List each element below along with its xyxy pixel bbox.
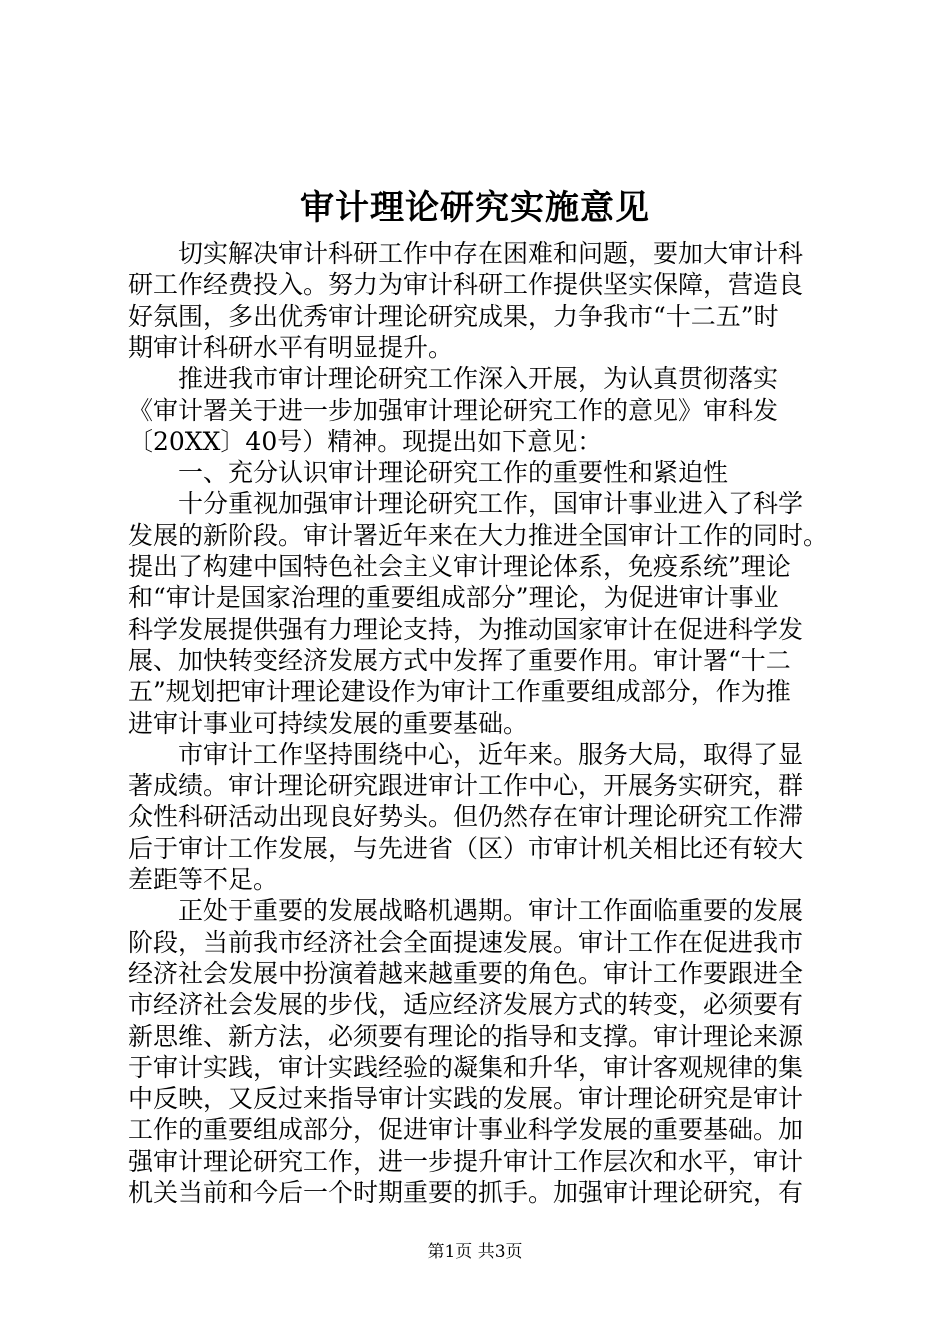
body-text-line: 经济社会发展中扮演着越来越重要的角色。审计工作要跟进全 bbox=[128, 958, 804, 988]
body-text-line: 展、加快转变经济发展方式中发挥了重要作用。审计署“十二 bbox=[128, 645, 791, 675]
body-text-line: 期审计科研水平有明显提升。 bbox=[128, 332, 454, 362]
page-footer: 第1页 共3页 bbox=[427, 1242, 523, 1262]
body-text-line: 市经济社会发展的步伐，适应经济发展方式的转变，必须要有 bbox=[128, 990, 804, 1020]
body-text-line: 后于审计工作发展，与先进省（区）市审计机关相比还有较大 bbox=[128, 833, 804, 863]
body-text-line: 机关当前和今后一个时期重要的抓手。加强审计理论研究，有 bbox=[128, 1178, 804, 1207]
body-text-line: 一、充分认识审计理论研究工作的重要性和紧迫性 bbox=[128, 458, 729, 488]
body-text-line: 众性科研活动出现良好势头。但仍然存在审计理论研究工作滞 bbox=[128, 802, 804, 832]
body-text-line: 进审计事业可持续发展的重要基础。 bbox=[128, 708, 529, 738]
body-text-line: 市审计工作坚持围绕中心，近年来。服务大局，取得了显 bbox=[128, 739, 804, 769]
body-text-line: 切实解决审计科研工作中存在困难和问题，要加大审计科 bbox=[128, 239, 804, 268]
body-text-line: 发展的新阶段。审计署近年来在大力推进全国审计工作的同时。 bbox=[128, 520, 829, 550]
body-text-line: 〔20XX〕40号）精神。现提出如下意见： bbox=[128, 426, 603, 456]
body-text-line: 好氛围，多出优秀审计理论研究成果，力争我市“十二五”时 bbox=[128, 301, 779, 331]
body-text-line: 阶段，当前我市经济社会全面提速发展。审计工作在促进我市 bbox=[128, 927, 804, 957]
body-text-line: 差距等不足。 bbox=[128, 865, 279, 894]
body-text-line: 于审计实践，审计实践经验的凝集和升华，审计客观规律的集 bbox=[128, 1052, 804, 1082]
body-text-line: 十分重视加强审计理论研究工作，国审计事业进入了科学 bbox=[128, 489, 804, 519]
body-text-line: 工作的重要组成部分，促进审计事业科学发展的重要基础。加 bbox=[128, 1115, 804, 1145]
body-text-line: 推进我市审计理论研究工作深入开展，为认真贯彻落实 bbox=[128, 364, 779, 394]
body-text-line: 强审计理论研究工作，进一步提升审计工作层次和水平，审计 bbox=[128, 1146, 804, 1176]
body-text-line: 正处于重要的发展战略机遇期。审计工作面临重要的发展 bbox=[128, 896, 804, 926]
body-text-line: 科学发展提供强有力理论支持，为推动国家审计在促进科学发 bbox=[128, 614, 804, 644]
body-text-line: 中反映，又反过来指导审计实践的发展。审计理论研究是审计 bbox=[128, 1084, 804, 1114]
body-text-line: 新思维、新方法，必须要有理论的指导和支撑。审计理论来源 bbox=[128, 1021, 804, 1051]
body-text-line: 研工作经费投入。努力为审计科研工作提供坚实保障，营造良 bbox=[128, 270, 804, 300]
document-title: 审计理论研究实施意见 bbox=[300, 188, 650, 228]
body-text-line: 和“审计是国家治理的重要组成部分”理论，为促进审计事业 bbox=[128, 583, 779, 613]
body-text-line: 提出了构建中国特色社会主义审计理论体系，免疫系统”理论 bbox=[128, 552, 791, 581]
body-text-line: 著成绩。审计理论研究跟进审计工作中心，开展务实研究，群 bbox=[128, 771, 804, 801]
body-text-line: 五”规划把审计理论建设作为审计工作重要组成部分，作为推 bbox=[128, 677, 791, 707]
body-text-line: 《审计署关于进一步加强审计理论研究工作的意见》审科发 bbox=[128, 395, 779, 425]
